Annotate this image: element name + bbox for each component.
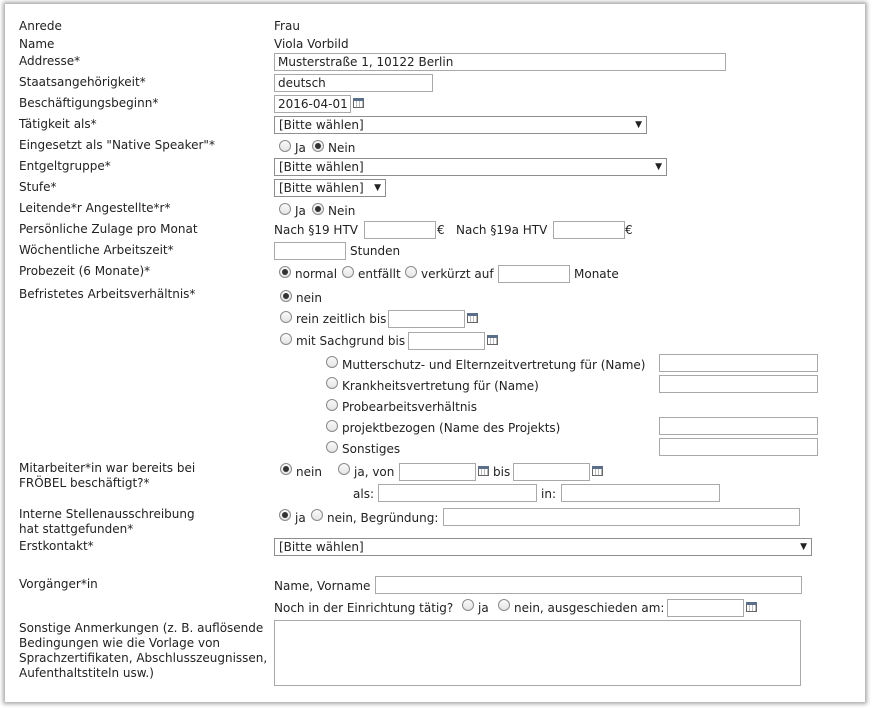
label-taetigkeit: Tätigkeit als* bbox=[19, 117, 97, 131]
monate-label: Monate bbox=[574, 267, 619, 281]
adresse-input[interactable]: Musterstraße 1, 10122 Berlin bbox=[274, 53, 726, 71]
mutterschutz-name-input[interactable] bbox=[659, 354, 818, 372]
dropdown-arrow-icon: ▼ bbox=[635, 120, 642, 130]
sachgrund-mutterschutz-radio[interactable] bbox=[326, 356, 338, 368]
dropdown-arrow-icon: ▼ bbox=[374, 183, 381, 193]
mitarbeiter-nein-label: nein bbox=[296, 465, 322, 479]
intern-begruendung-input[interactable] bbox=[443, 508, 800, 526]
calendar-icon[interactable] bbox=[353, 98, 364, 108]
sachgrund-probearbeit-label: Probearbeitsverhältnis bbox=[342, 400, 478, 414]
befristet-nein-label: nein bbox=[296, 291, 322, 305]
mitarbeiter-bis-input[interactable] bbox=[513, 463, 590, 481]
dropdown-arrow-icon: ▼ bbox=[800, 542, 807, 552]
value-name: Viola Vorbild bbox=[274, 37, 349, 51]
befristet-sachgrund-label: mit Sachgrund bis bbox=[296, 334, 406, 348]
stufe-select[interactable] bbox=[274, 179, 386, 197]
mitarbeiter-als-input[interactable] bbox=[378, 484, 537, 502]
label-name: Name bbox=[19, 37, 55, 51]
label-staatsangehoerigkeit: Staatsangehörigkeit* bbox=[19, 75, 146, 89]
zulage19a-input[interactable] bbox=[553, 221, 625, 239]
sachgrund-sonstiges-radio[interactable] bbox=[326, 441, 338, 453]
label-intern-line1: Interne Stellenausschreibung bbox=[19, 507, 195, 521]
euro-label: € bbox=[625, 223, 633, 237]
beschaeftigungsbeginn-input[interactable]: 2016-04-01 bbox=[274, 95, 351, 113]
sachgrund-mutterschutz-label: Mutterschutz- und Elternzeitvertretung für (Name) bbox=[342, 358, 646, 372]
probezeit-normal-radio[interactable] bbox=[279, 266, 291, 278]
befristet-zeitlich-date-input[interactable] bbox=[388, 310, 465, 328]
mitarbeiter-nein-radio[interactable] bbox=[280, 463, 292, 475]
calendar-icon[interactable] bbox=[487, 335, 498, 345]
native-nein-radio[interactable] bbox=[312, 140, 324, 152]
sonstige-anmerkungen-textarea[interactable] bbox=[274, 620, 801, 686]
native-ja-radio[interactable] bbox=[279, 140, 291, 152]
befristet-sachgrund-radio[interactable] bbox=[280, 333, 292, 345]
label-adresse: Addresse* bbox=[19, 54, 81, 68]
erstkontakt-select[interactable] bbox=[274, 538, 812, 556]
ausgeschieden-date-input[interactable] bbox=[667, 599, 744, 617]
zulage19-label: Nach §19 HTV bbox=[274, 223, 358, 237]
sachgrund-krankheit-radio[interactable] bbox=[326, 377, 338, 389]
sachgrund-projekt-radio[interactable] bbox=[326, 420, 338, 432]
label-mitarbeiter-line2: FRÖBEL beschäftigt?* bbox=[19, 476, 150, 490]
befristet-nein-radio[interactable] bbox=[280, 290, 292, 302]
calendar-icon[interactable] bbox=[746, 602, 757, 612]
label-intern-line2: hat stattgefunden* bbox=[19, 522, 134, 536]
noch-taetig-ja-radio[interactable] bbox=[462, 599, 474, 611]
label-probezeit: Probezeit (6 Monate)* bbox=[19, 264, 151, 278]
mitarbeiter-ja-label: ja, von bbox=[354, 465, 395, 479]
label-anrede: Anrede bbox=[19, 19, 62, 33]
taetigkeit-select[interactable] bbox=[274, 116, 647, 134]
leitend-ja-radio[interactable] bbox=[279, 203, 291, 215]
arbeitszeit-input[interactable] bbox=[274, 242, 346, 260]
zulage19a-label: Nach §19a HTV bbox=[456, 223, 548, 237]
noch-taetig-nein-label: nein, ausgeschieden am: bbox=[514, 601, 665, 615]
calendar-icon[interactable] bbox=[467, 313, 478, 323]
erstkontakt-selected-value: [Bitte wählen] bbox=[279, 540, 364, 554]
als-label: als: bbox=[353, 487, 374, 501]
native-ja-label: Ja bbox=[295, 141, 306, 155]
vorgaenger-name-input[interactable] bbox=[375, 576, 802, 594]
label-sonstige-line3: Sprachzertifikaten, Abschlusszeugnissen, bbox=[19, 651, 268, 665]
label-sonstige-line2: Bedingungen wie die Vorlage von bbox=[19, 636, 221, 650]
staatsangehoerigkeit-input[interactable]: deutsch bbox=[274, 74, 433, 92]
befristet-zeitlich-label: rein zeitlich bis bbox=[296, 312, 387, 326]
label-befristet: Befristetes Arbeitsverhältnis* bbox=[19, 287, 196, 301]
label-sonstige-line4: Aufenthaltstiteln usw.) bbox=[19, 666, 154, 680]
label-leitend: Leitende*r Angestellte*r* bbox=[19, 201, 171, 215]
sachgrund-projekt-label: projektbezogen (Name des Projekts) bbox=[342, 421, 561, 435]
zulage19-input[interactable] bbox=[364, 221, 436, 239]
intern-nein-label: nein, Begründung: bbox=[327, 511, 439, 525]
probezeit-entfaellt-radio[interactable] bbox=[342, 266, 354, 278]
leitend-ja-label: Ja bbox=[295, 204, 306, 218]
label-arbeitszeit: Wöchentliche Arbeitszeit* bbox=[19, 243, 174, 257]
sachgrund-sonstiges-label: Sonstiges bbox=[342, 442, 401, 456]
mitarbeiter-von-input[interactable] bbox=[399, 463, 476, 481]
intern-nein-radio[interactable] bbox=[311, 509, 323, 521]
stunden-label: Stunden bbox=[350, 244, 401, 258]
probezeit-verkuerzt-radio[interactable] bbox=[405, 266, 417, 278]
label-vorgaenger: Vorgänger*in bbox=[19, 577, 98, 591]
native-nein-label: Nein bbox=[328, 141, 356, 155]
mitarbeiter-in-input[interactable] bbox=[561, 484, 720, 502]
dropdown-arrow-icon: ▼ bbox=[655, 162, 662, 172]
probezeit-verkuerzt-label: verkürzt auf bbox=[421, 267, 494, 281]
leitend-nein-label: Nein bbox=[328, 204, 356, 218]
calendar-icon[interactable] bbox=[478, 466, 489, 476]
probezeit-normal-label: normal bbox=[295, 267, 338, 281]
sachgrund-probearbeit-radio[interactable] bbox=[326, 399, 338, 411]
bis-label: bis bbox=[493, 465, 511, 479]
entgeltgruppe-selected-value: [Bitte wählen] bbox=[279, 160, 364, 174]
label-erstkontakt: Erstkontakt* bbox=[19, 539, 94, 553]
probezeit-monate-input[interactable] bbox=[498, 265, 570, 283]
label-entgeltgruppe: Entgeltgruppe* bbox=[19, 159, 111, 173]
befristet-zeitlich-radio[interactable] bbox=[280, 311, 292, 323]
stufe-selected-value: [Bitte wählen] bbox=[279, 181, 364, 195]
label-sonstige-line1: Sonstige Anmerkungen (z. B. auflösende bbox=[19, 621, 264, 635]
noch-taetig-label: Noch in der Einrichtung tätig? bbox=[274, 601, 454, 615]
label-native-speaker: Eingesetzt als "Native Speaker"* bbox=[19, 138, 215, 152]
value-anrede: Frau bbox=[274, 19, 300, 33]
noch-taetig-ja-label: ja bbox=[478, 601, 489, 615]
in-label: in: bbox=[541, 487, 556, 501]
label-stufe: Stufe* bbox=[19, 180, 57, 194]
entgeltgruppe-select[interactable] bbox=[274, 158, 667, 176]
leitend-nein-radio[interactable] bbox=[312, 203, 324, 215]
krankheit-name-input[interactable] bbox=[659, 375, 818, 393]
calendar-icon[interactable] bbox=[592, 466, 603, 476]
sachgrund-krankheit-label: Krankheitsvertretung für (Name) bbox=[342, 379, 539, 393]
intern-ja-label: ja bbox=[295, 511, 306, 525]
euro-label: € bbox=[437, 223, 445, 237]
label-zulage: Persönliche Zulage pro Monat bbox=[19, 222, 198, 236]
intern-ja-radio[interactable] bbox=[279, 509, 291, 521]
label-mitarbeiter-line1: Mitarbeiter*in war bereits bei bbox=[19, 461, 196, 475]
noch-taetig-nein-radio[interactable] bbox=[498, 599, 510, 611]
sonstiges-input[interactable] bbox=[659, 438, 818, 456]
taetigkeit-selected-value: [Bitte wählen] bbox=[279, 118, 364, 132]
probezeit-entfaellt-label: entfällt bbox=[358, 267, 401, 281]
vorgaenger-name-label: Name, Vorname bbox=[274, 579, 371, 593]
befristet-sachgrund-date-input[interactable] bbox=[408, 332, 485, 350]
mitarbeiter-ja-radio[interactable] bbox=[338, 463, 350, 475]
projekt-name-input[interactable] bbox=[659, 417, 818, 435]
label-beschaeftigungsbeginn: Beschäftigungsbeginn* bbox=[19, 96, 159, 110]
